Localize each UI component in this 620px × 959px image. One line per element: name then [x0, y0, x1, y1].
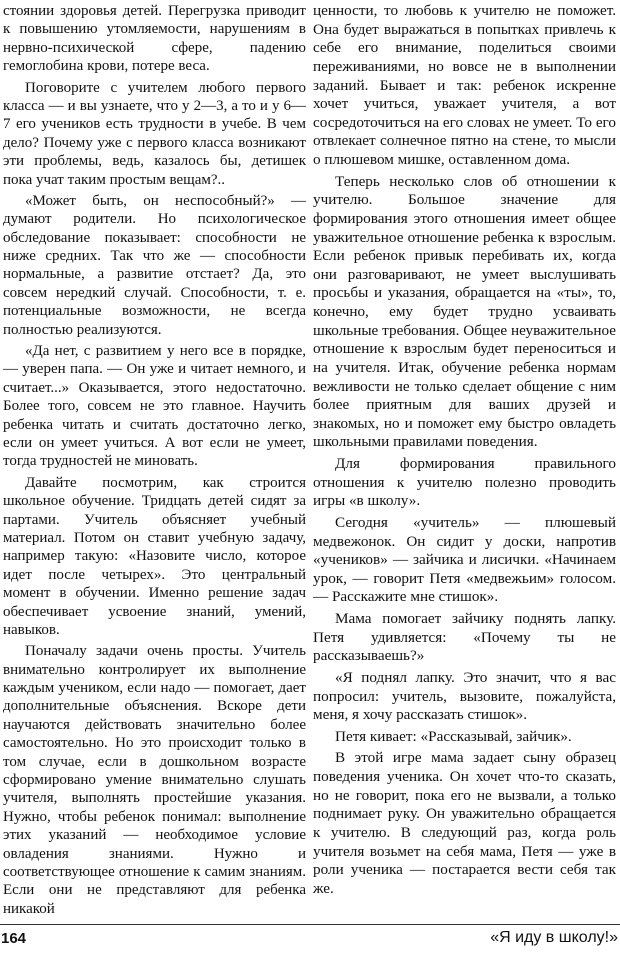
paragraph: Для формирования правильного отношения к учителю полезно проводить игры «в школу».: [313, 455, 616, 510]
paragraph: «Может быть, он неспособный?» — думают родители. Но психологическое обследование показывает: способности не ниже средних. Так что же — способности нормальные, а развитие отстает? Да, это совсем нередкий случай. Способности, т. е. потенциальные возможности, не всегда полностью реализуются.: [3, 192, 306, 338]
footer-divider: [0, 924, 620, 925]
paragraph: ценности, то любовь к учителю не поможет. Она будет выражаться в попытках привлечь к себе его внимание, поделиться своими переживаниями, но вовсе не в выполнении заданий. Бывает и так: ребенок искренне хочет учиться, уважает учителя, а вот сосредоточиться на его словах не умеет. То его отвлекает солнечное пятно на стене, то мысли о плюшевом мишке, оставленном дома.: [313, 2, 616, 168]
page-number: 164: [1, 930, 27, 947]
paragraph: Мама помогает зайчику поднять лапку. Петя удивляется: «Почему ты не рассказываешь?»: [313, 610, 616, 665]
paragraph: Теперь несколько слов об отношении к учителю. Большое значение для формирования этого отношения имеет общее уважительное отношение ребенка к взрослым. Если ребенок привык перебивать их, когда они разговаривают, не умеет выслушивать просьбы и указания, обращается на «ты», то, конечно, ему будет трудно усваивать школьные требования. Общее неуважительное отношение к взрослым будет переноситься и на учителя. Итак, обучение ребенка нормам вежливости не только сделает общение с ним более приятным для ваших друзей и знакомых, но и поможет ему быстро овладеть школьными правилами поведения.: [313, 172, 616, 451]
right-column: [313, 2, 616, 898]
paragraph: Поначалу задачи очень просты. Учитель внимательно контролирует их выполнение каждым учеником, если надо — помогает, дает дополнительные объяснения. Вскоре дети научаются действовать значительно более самостоятельно. Но это происходит только в том случае, если в дошкольном возрасте сформировано умение внимательно слушать учителя, выполнять простейшие указания. Нужно, чтобы ребенок понимал: выполнение этих указаний — необходимое условие овладения знаниями. Нужно и соответствующее отношение к самим знаниям. Если они не представляют для ребенка никакой: [3, 643, 306, 917]
running-title: «Я иду в школу!»: [490, 929, 618, 946]
paragraph: Сегодня «учитель» — плюшевый медвежонок. Он сидит у доски, напротив «учеников» — зайчика и лисички. «Начинаем урок, — говорит Петя «медвежьим» голосом. — Расскажите мне стишок».: [313, 513, 616, 606]
paragraph: В этой игре мама задает сыну образец поведения ученика. Он хочет что-то сказать, но не говорит, пока его не вызвали, а только поднимает руку. Он уважительно обращается к учителю. В следующий раз, когда роль учителя возьмет на себя мама, Петя — уже в роли ученика — постарается вести себя так же.: [313, 749, 616, 897]
paragraph: Поговорите с учителем любого первого класса — и вы узнаете, что у 2—3, а то и у 6—7 его учеников есть трудности в учебе. В чем дело? Почему уже с первого класса возникают эти проблемы, ведь, казалось бы, детишек пока учат таким простым вещам?..: [3, 79, 306, 188]
paragraph: «Да нет, с развитием у него все в порядке, — уверен папа. — Он уже и читает немного, и считает...» Оказывается, этого недостаточно. Более того, совсем не это главное. Научить ребенка читать и считать достаточно легко, если он умеет учиться. А вот если не умеет, тогда трудностей не миновать.: [3, 343, 306, 470]
paragraph: «Я поднял лапку. Это значит, что я вас попросил: учитель, вызовите, пожалуйста, меня, я хочу рассказать стишок».: [313, 668, 616, 724]
paragraph: стоянии здоровья детей. Перегрузка приводит к повышению утомляемости, нарушениям в нервно-психической сфере, падению гемоглобина крови, потере веса.: [3, 3, 306, 75]
left-column: [3, 2, 306, 918]
paragraph: Петя кивает: «Рассказывай, зайчик».: [335, 727, 572, 745]
paragraph: Давайте посмотрим, как строится школьное обучение. Тридцать детей сидят за партами. Учитель объясняет учебный материал. Потом он ставит учебную задачу, например такую: «Назовите число, которое идет после четырех». Это центральный момент в обучении. Именно решение задач обеспечивает усвоение знаний, умений, навыков.: [3, 474, 306, 638]
